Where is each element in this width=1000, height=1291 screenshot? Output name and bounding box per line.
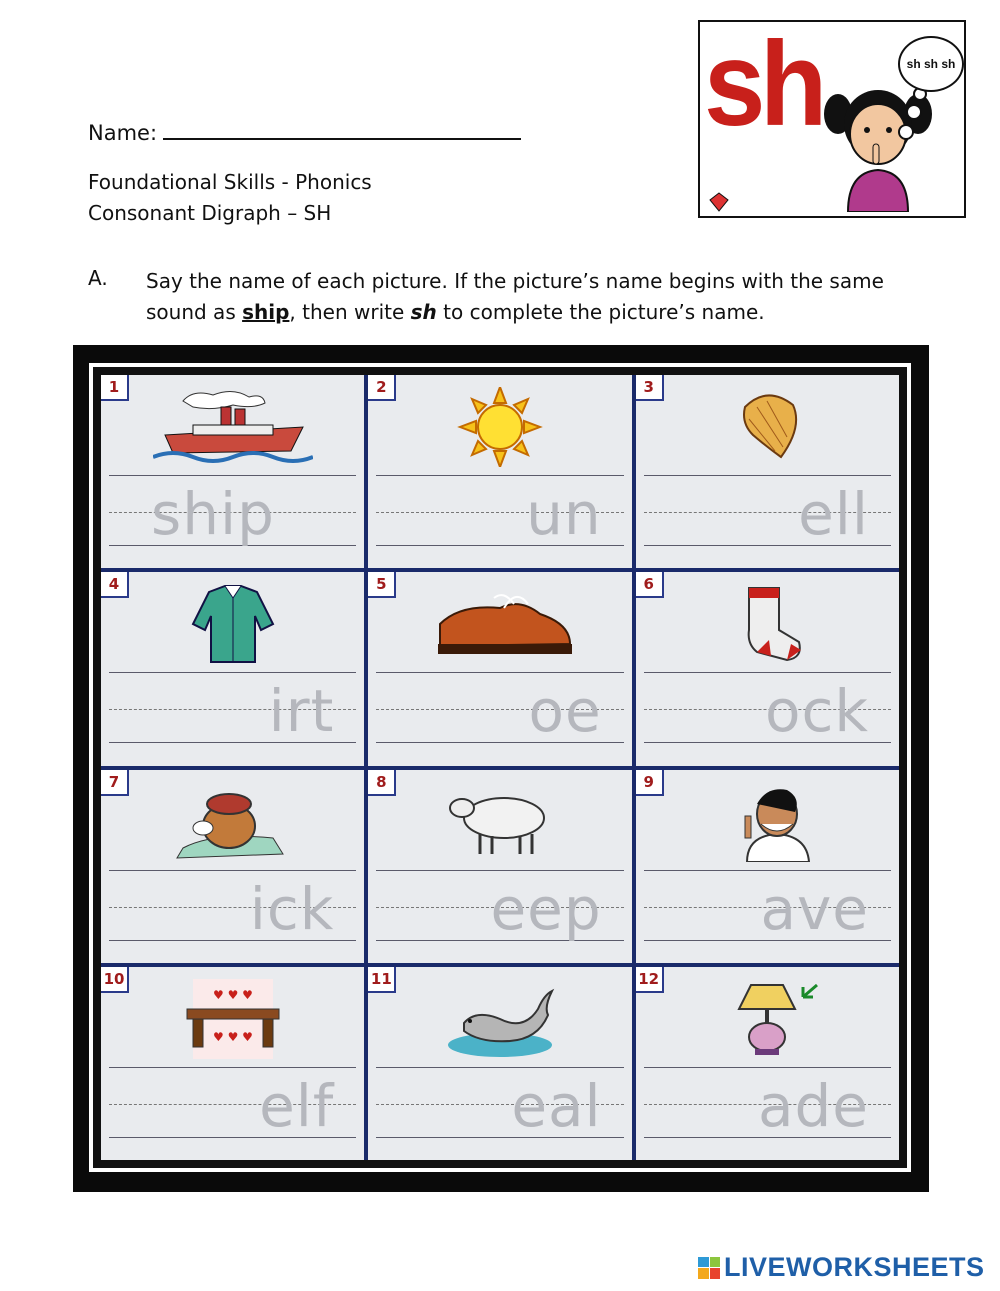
worksheet-topic: Consonant Digraph – SH [88,201,332,225]
sun-icon [420,387,580,467]
thought-dots-icon [896,88,936,148]
picture-cell[interactable] [368,375,631,568]
svg-text:♥ ♥ ♥: ♥ ♥ ♥ [212,987,253,1002]
speech-bubble: sh sh sh [898,36,964,92]
svg-text:♥ ♥ ♥: ♥ ♥ ♥ [212,1029,253,1044]
writing-line-top [376,870,623,871]
writing-line-top [644,475,891,476]
picture-cell[interactable] [101,967,364,1160]
liveworksheets-brand: LIVEWORKSHEETS [724,1252,985,1282]
shade-icon [687,979,847,1059]
name-label: Name: [88,121,158,145]
name-blank[interactable] [163,118,521,140]
sh-logo-text: sh [704,17,822,151]
tracing-word[interactable]: eep [490,874,602,943]
tracing-word[interactable]: ave [760,874,869,943]
picture-cell[interactable] [101,572,364,765]
shell-icon [687,387,847,467]
instruction-part-3: to complete the picture’s name. [436,300,765,324]
writing-line-top [376,672,623,673]
cell-number: 5 [368,572,396,598]
instruction-letter: A. [88,266,108,290]
writing-line-top [376,1067,623,1068]
writing-line-top [644,1067,891,1068]
picture-cell[interactable] [636,967,899,1160]
instruction-text [146,266,906,328]
shoe-icon [420,584,580,664]
sick-icon [153,782,313,862]
cell-number: 3 [636,375,664,401]
picture-cell[interactable] [101,375,364,568]
instruction-keyword: ship [242,300,290,324]
tracing-word[interactable]: irt [268,677,335,746]
writing-line-top [109,475,356,476]
picture-cell[interactable] [368,770,631,963]
picture-cell[interactable] [636,375,899,568]
cell-number: 12 [636,967,664,993]
shelf-icon [153,979,313,1059]
worksheet-subtitle: Foundational Skills - Phonics [88,170,372,194]
instruction-part-2: , then write [289,300,411,324]
sheep-icon [420,782,580,862]
cell-number: 10 [101,967,129,993]
writing-line-top [109,672,356,673]
worksheet-frame [73,345,929,1192]
tracing-word[interactable]: un [526,480,602,548]
cell-number: 1 [101,375,129,401]
tracing-word[interactable]: ade [757,1071,869,1140]
writing-line-top [376,475,623,476]
tracing-word[interactable]: eal [511,1071,602,1140]
cell-number: 6 [636,572,664,598]
picture-cell[interactable] [368,967,631,1160]
cell-number: 8 [368,770,396,796]
tracing-word[interactable]: elf [259,1071,335,1140]
shirt-icon [153,584,313,664]
writing-line-top [109,1067,356,1068]
cell-number: 9 [636,770,664,796]
tracing-word[interactable]: ell [798,480,869,548]
instruction-write-letters: sh [410,300,437,324]
cell-number: 4 [101,572,129,598]
cell-number: 7 [101,770,129,796]
kite-icon [708,192,730,212]
writing-line-top [644,672,891,673]
tracing-word[interactable]: ship [151,480,275,548]
picture-cell[interactable] [101,770,364,963]
instruction-part-1: Say the name of each picture. If the picture’s name begins with the same sound as [146,269,884,324]
picture-cell[interactable] [636,572,899,765]
tracing-word[interactable]: ock [765,677,869,746]
seal-icon [420,979,580,1059]
tracing-word[interactable]: oe [528,677,602,746]
tracing-word[interactable]: ick [249,874,335,943]
picture-cell[interactable] [636,770,899,963]
shave-icon [687,782,847,862]
writing-line-top [109,870,356,871]
picture-grid [101,375,899,1160]
sh-logo [698,17,966,218]
worksheet-frame-inner [89,363,911,1172]
writing-line-top [644,870,891,871]
ship-icon [153,387,313,467]
cell-number: 11 [368,967,396,993]
name-line [88,118,521,145]
liveworksheets-squares-icon [698,1257,720,1279]
cell-number: 2 [368,375,396,401]
sock-icon [687,584,847,664]
liveworksheets-logo [698,1252,985,1283]
picture-cell[interactable] [368,572,631,765]
